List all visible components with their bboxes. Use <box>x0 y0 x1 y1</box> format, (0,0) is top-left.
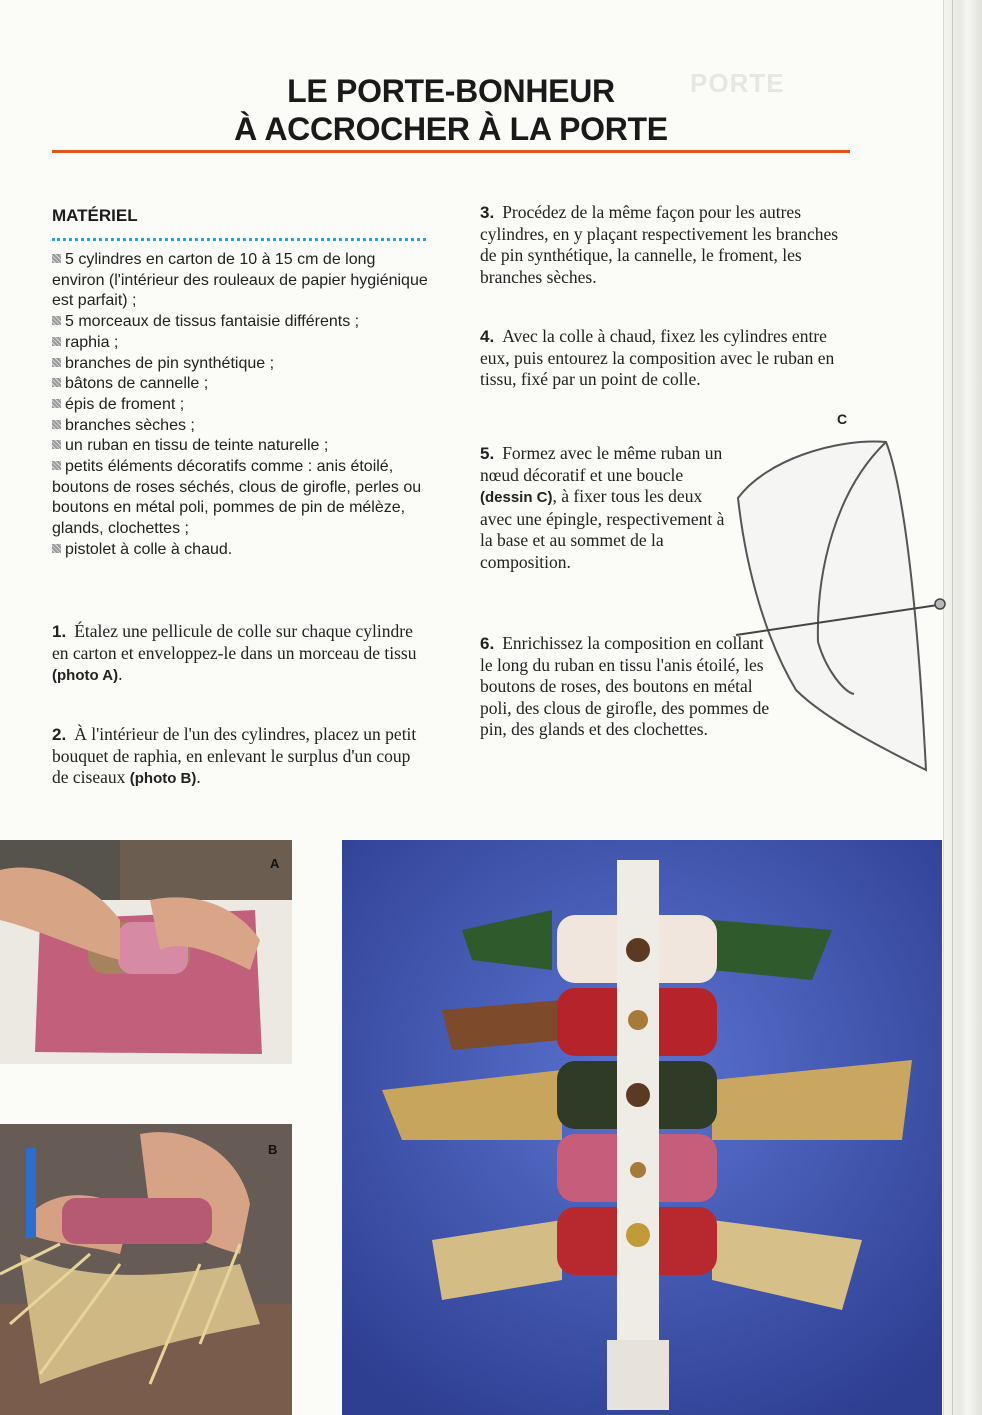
list-item: pistolet à colle à chaud. <box>52 540 432 561</box>
step-number: 4. <box>480 327 495 346</box>
list-item: raphia ; <box>52 333 432 354</box>
step-reference: (dessin C) <box>480 489 553 506</box>
main-photo <box>342 840 942 1415</box>
step-number: 2. <box>52 725 67 744</box>
list-item: 5 morceaux de tissus fantaisie différents ; <box>52 312 432 333</box>
step-2: 2. À l'intérieur de l'un des cylindres, placez un petit bouquet de raphia, en enlevant le surplus d'un coup de ciseaux (photo B). <box>52 724 417 787</box>
step-text: Avec la colle à chaud, fixez les cylindres entre eux, puis entourez la composition avec le ruban en tissu, fixé par un point de colle. <box>480 326 835 389</box>
photo-a-image <box>0 840 292 1064</box>
step-1: 1. Étalez une pellicule de colle sur chaque cylindre en carton et enveloppez-le dans un morceau de tissu (photo A). <box>52 621 417 684</box>
main-photo-image <box>342 840 942 1415</box>
step-text: Formez avec le même ruban un nœud décoratif et une boucle <box>480 443 723 485</box>
photo-a <box>0 840 292 1064</box>
title-underline <box>52 150 850 153</box>
photo-b-label: B <box>268 1142 278 1157</box>
step-number: 1. <box>52 622 67 641</box>
list-item: petits éléments décoratifs comme : anis étoilé, boutons de roses séchés, clous de girofle, perles ou boutons en métal poli, pommes de pin de mélèze, glands, clochettes ; <box>52 458 422 538</box>
ribbon-loop-drawing <box>726 420 956 790</box>
list-item: un ruban en tissu de teinte naturelle ; <box>52 436 432 457</box>
step-3 <box>480 202 852 288</box>
title-line-2: À ACCROCHER À LA PORTE <box>234 111 668 147</box>
step-text: À l'intérieur de l'un des cylindres, placez un petit bouquet de raphia, en enlevant le surplus d'un coup de ciseaux <box>52 724 417 787</box>
bullet-icon <box>52 399 61 408</box>
page-title <box>52 72 850 148</box>
bullet-icon <box>52 420 61 429</box>
list-item: 5 cylindres en carton de 10 à 15 cm de long environ (l'intérieur des rouleaux de papier hygiénique est parfait) ; <box>52 251 428 310</box>
bullet-icon <box>52 544 61 553</box>
photo-b-image <box>0 1124 292 1415</box>
drawing-label: C <box>837 411 848 427</box>
step-number: 5. <box>480 444 495 463</box>
bullet-icon <box>52 254 61 263</box>
materials-heading: MATÉRIEL <box>52 206 138 225</box>
step-text: Étalez une pellicule de colle sur chaque cylindre en carton et enveloppez-le dans un morceau de tissu <box>52 621 417 663</box>
list-item: branches de pin synthétique ; <box>52 354 432 375</box>
photo-a-label: A <box>270 856 280 871</box>
list-item: bâtons de cannelle ; <box>52 374 432 395</box>
materials-dotted-rule <box>52 238 426 241</box>
step-text: Procédez de la même façon pour les autres cylindres, en y plaçant respectivement les branches de pin synthétique, la cannelle, le froment, les branches sèches. <box>480 202 839 287</box>
bullet-icon <box>52 316 61 325</box>
bullet-icon <box>52 378 61 387</box>
bleed-through-text: PORTE <box>690 68 785 98</box>
list-item: épis de froment ; <box>52 395 432 416</box>
step-reference: (photo A) <box>52 667 119 684</box>
step-5: 5. Formez avec le même ruban un nœud décoratif et une boucle (dessin C), à fixer tous les deux avec une épingle, respectivement à la base et au sommet de la composition. <box>480 443 725 572</box>
bullet-icon <box>52 440 61 449</box>
bullet-icon <box>52 337 61 346</box>
step-reference: (photo B) <box>129 770 197 787</box>
step-number: 3. <box>480 203 495 222</box>
step-number: 6. <box>480 634 495 653</box>
list-item: branches sèches ; <box>52 416 432 437</box>
step-4 <box>480 326 852 391</box>
bullet-icon <box>52 461 61 470</box>
bullet-icon <box>52 358 61 367</box>
step-text: Enrichissez la composition en collant le long du ruban en tissu l'anis étoilé, les boutons de roses, des boutons en métal poli, des clous de girofle, des pommes de pin, des glands et des clochettes. <box>480 633 770 739</box>
photo-b <box>0 1124 292 1415</box>
title-line-1: LE PORTE-BONHEUR <box>287 73 615 109</box>
materials-list <box>52 250 432 561</box>
